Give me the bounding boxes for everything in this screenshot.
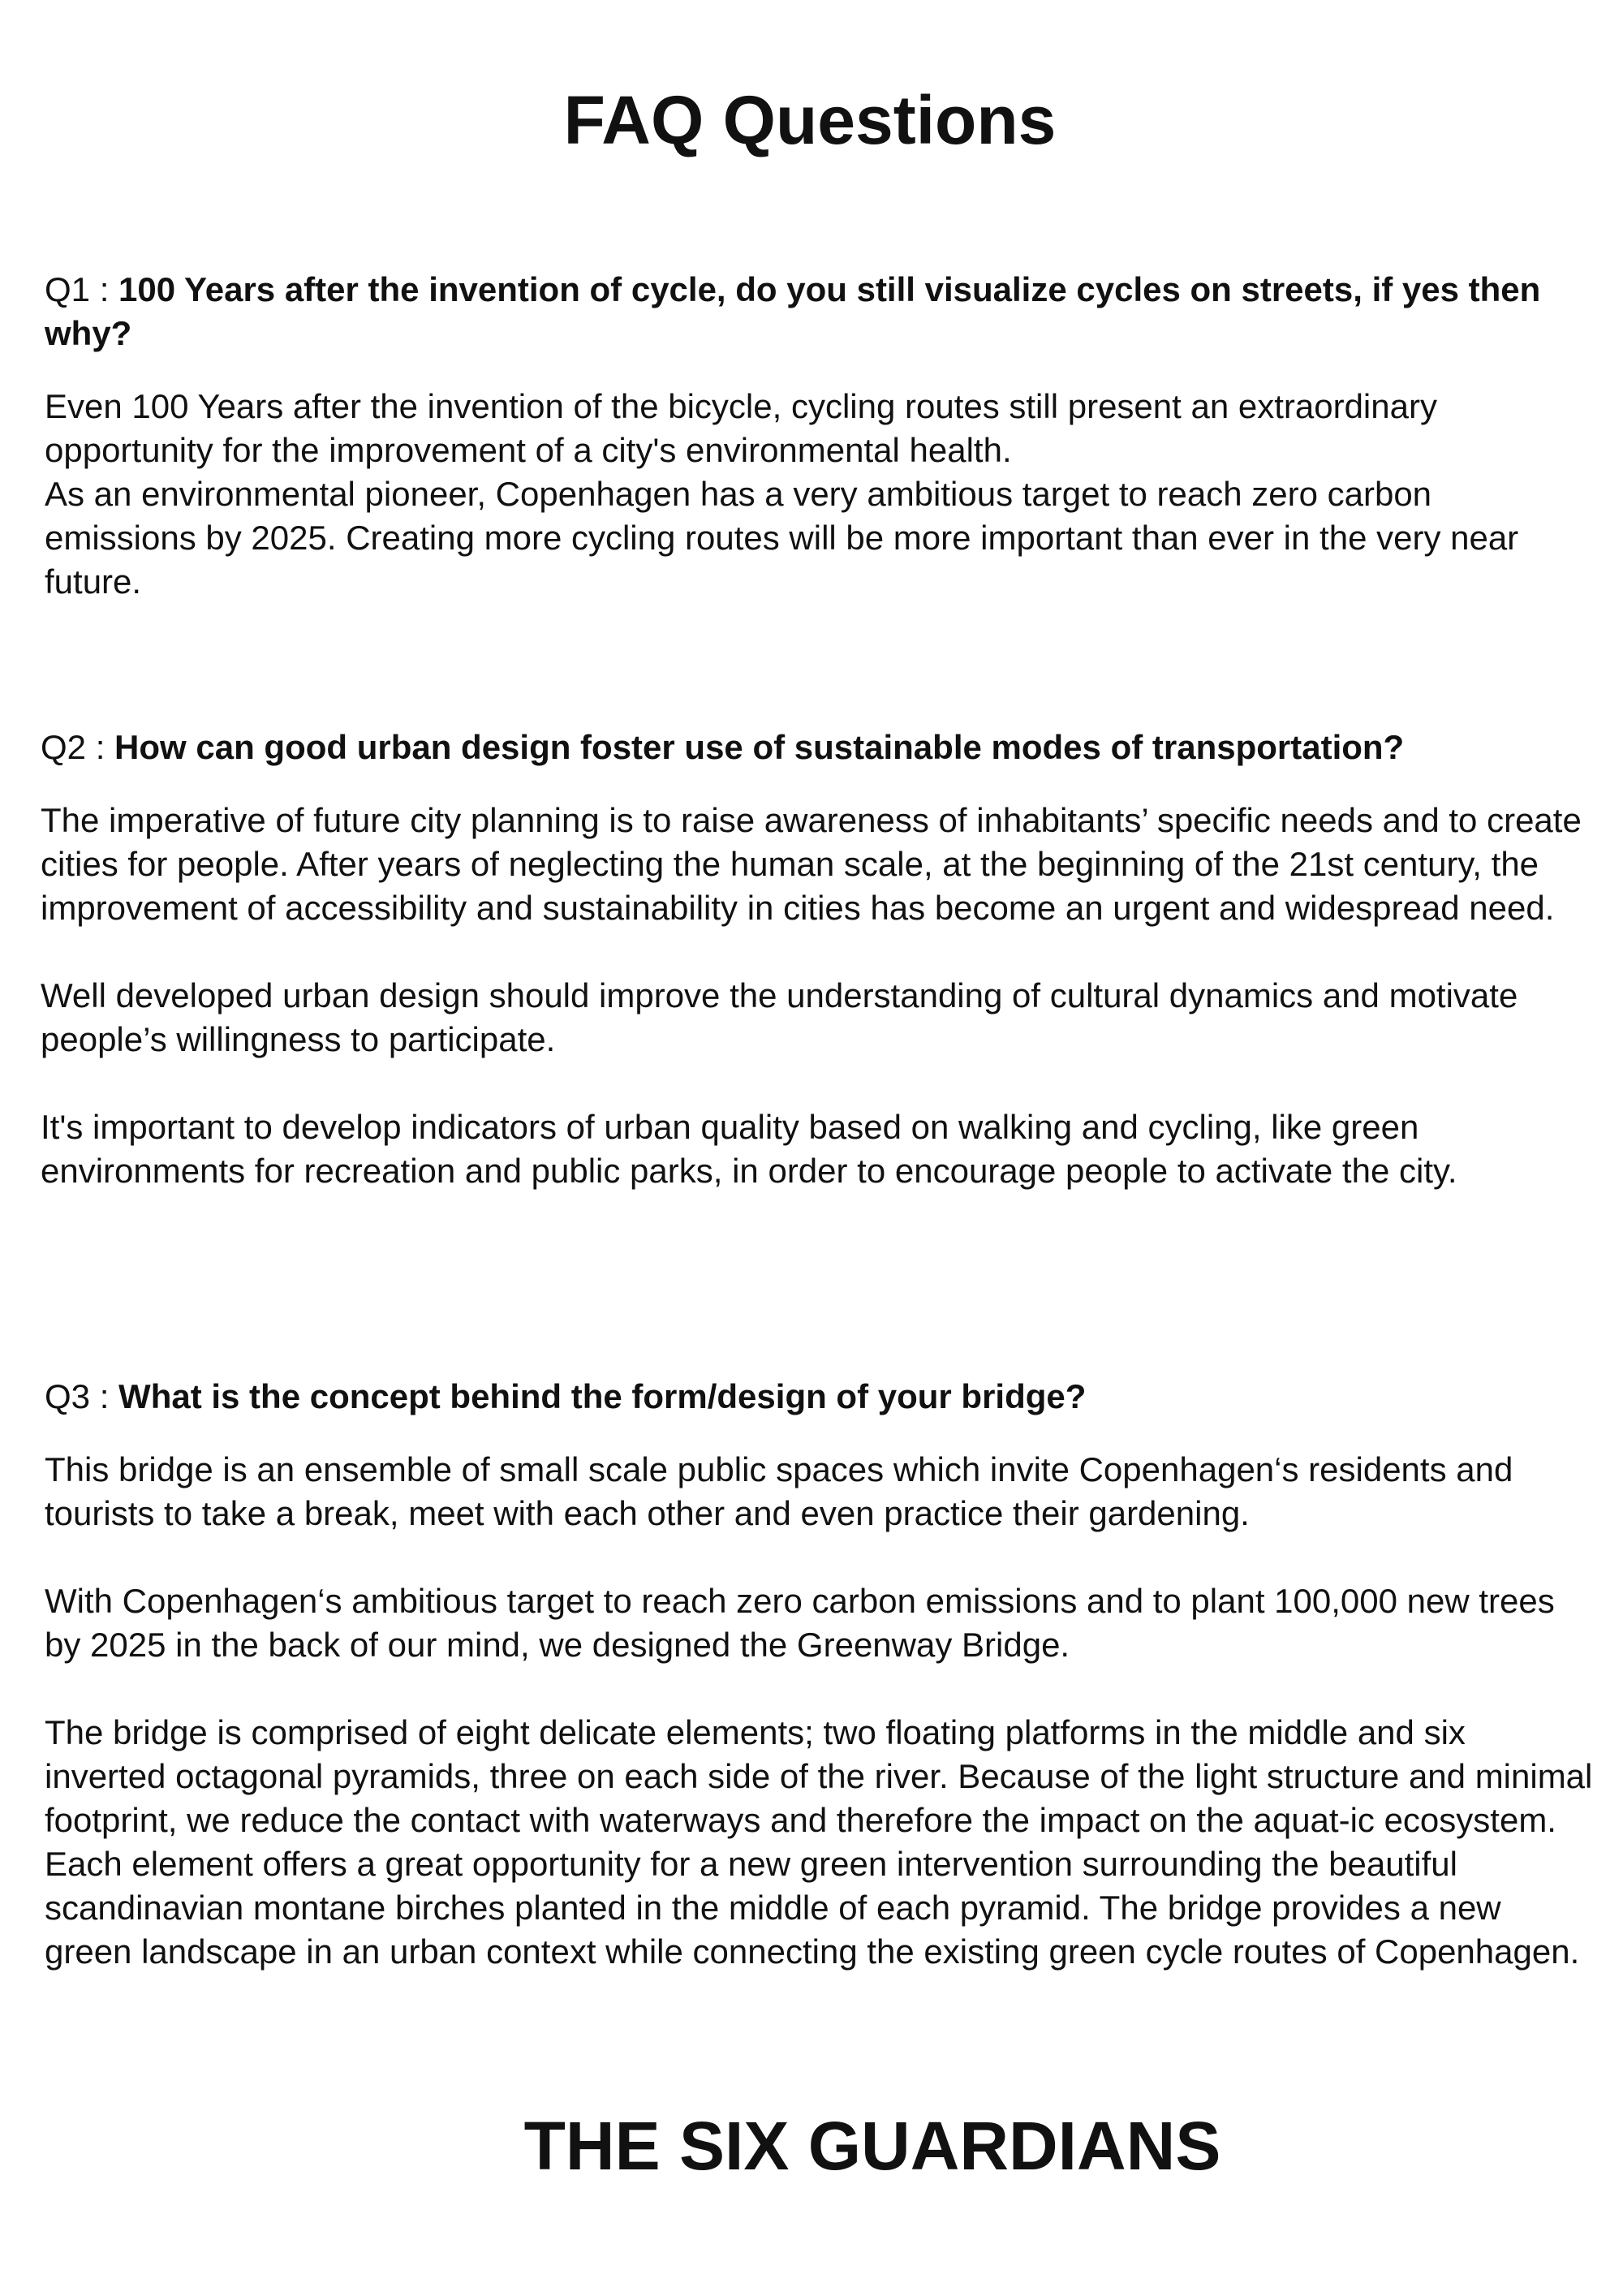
page-title-text: FAQ Questions (563, 82, 1057, 158)
question-label: Q2 : (41, 728, 115, 766)
answer-paragraph: As an environmental pioneer, Copenhagen has a very ambitious target to reach zero carbon emissions by 2025. Creating more cycling routes will be more important than ever in the very near future. (45, 475, 1519, 601)
question-text: 100 Years after the invention of cycle, do you still visualize cycles on streets, if yes then why? (45, 270, 1541, 352)
faq-question (41, 726, 1591, 769)
question-text: What is the concept behind the form/design of your bridge? (118, 1377, 1087, 1415)
answer-paragraph: Well developed urban design should improve the understanding of cultural dynamics and motivate people’s willingness to participate. (41, 976, 1518, 1058)
question-text: How can good urban design foster use of sustainable modes of transportation? (114, 728, 1405, 766)
question-label: Q3 : (45, 1377, 119, 1415)
faq-question (45, 268, 1586, 355)
section-title-text: THE SIX GUARDIANS (523, 2108, 1221, 2184)
question-label: Q1 : (45, 270, 119, 308)
answer-paragraph: This bridge is an ensemble of small scale public spaces which invite Copenhagen‘s residents and tourists to take a break, meet with each other and even practice their gardening. (45, 1450, 1513, 1532)
answer-paragraph: The bridge is comprised of eight delicate elements; two floating platforms in the middle and six inverted octagonal pyramids, three on each side of the river. Because of the light structure and minimal footprint, we reduce the contact with waterways and therefore the impact on the aquat-ic ecosystem. Each element offers a great opportunity for a new green intervention surrounding the beautiful scandinavian montane birches planted in the middle of each pyramid. The bridge provides a new green landscape in an urban context while connecting the existing green cycle routes of Copenhagen. (45, 1713, 1593, 1971)
section-title (0, 2105, 1623, 2186)
answer-paragraph: With Copenhagen‘s ambitious target to reach zero carbon emissions and to plant 100,000 new trees by 2025 in the back of our mind, we designed the Greenway Bridge. (45, 1582, 1555, 1664)
answer-paragraph: It's important to develop indicators of urban quality based on walking and cycling, like green environments for recreation and public parks, in order to encourage people to activate the city. (41, 1108, 1457, 1190)
faq-item-q1 (45, 268, 1586, 648)
faq-question (45, 1375, 1595, 1419)
page-title (0, 80, 1623, 161)
answer-paragraph: The imperative of future city planning is to raise awareness of inhabitants’ specific needs and to create cities for people. After years of neglecting the human scale, at the beginning of the 21st century, the improvement of accessibility and sustainability in cities has become an urgent and widespread need. (41, 801, 1582, 927)
answer-paragraph: Even 100 Years after the invention of the bicycle, cycling routes still present an extraordinary opportunity for the improvement of a city's environmental health. (45, 387, 1437, 469)
faq-item-q2 (41, 726, 1591, 1237)
faq-item-q3 (45, 1375, 1595, 2018)
